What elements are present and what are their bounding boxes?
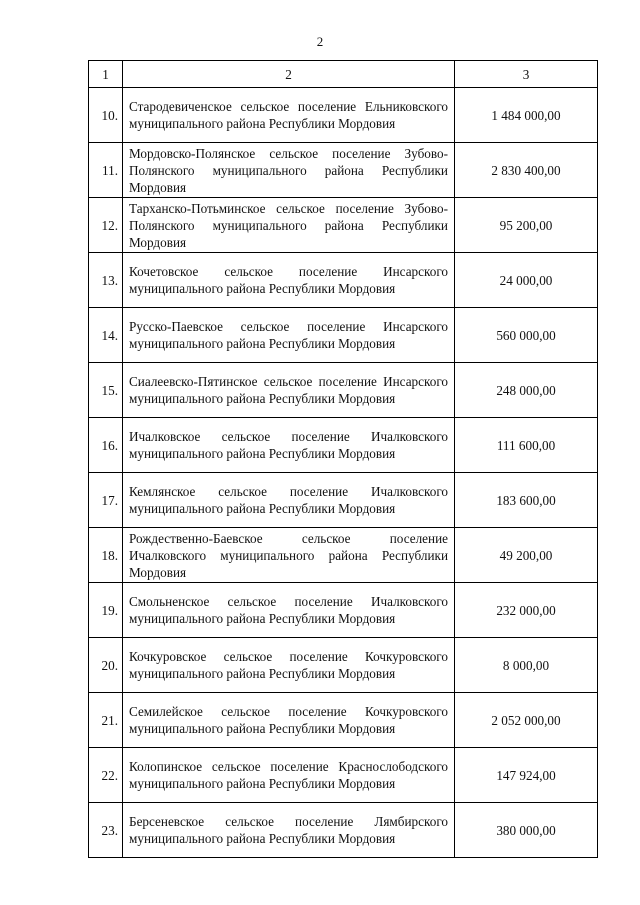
settlement-name: Тарханско-Потьминское сельское поселение Зубово-Полянского муниципального района Республики Мордовия xyxy=(123,198,455,253)
settlement-name: Кемлянское сельское поселение Ичалковского муниципального района Республики Мордовия xyxy=(123,473,455,528)
row-number: 15. xyxy=(89,363,123,418)
table-row xyxy=(89,693,598,748)
settlement-name: Кочетовское сельское поселение Инсарского муниципального района Республики Мордовия xyxy=(123,253,455,308)
table-row xyxy=(89,528,598,583)
table-row xyxy=(89,418,598,473)
amount-value: 380 000,00 xyxy=(455,803,598,858)
row-number: 16. xyxy=(89,418,123,473)
amount-value: 183 600,00 xyxy=(455,473,598,528)
table-row xyxy=(89,88,598,143)
table-row xyxy=(89,473,598,528)
amount-value: 95 200,00 xyxy=(455,198,598,253)
settlement-name: Сиалеевско-Пятинское сельское поселение Инсарского муниципального района Республики Мордовия xyxy=(123,363,455,418)
settlement-name: Смольненское сельское поселение Ичалковского муниципального района Республики Мордовия xyxy=(123,583,455,638)
table-row xyxy=(89,748,598,803)
table-row xyxy=(89,198,598,253)
settlement-name: Колопинское сельское поселение Краснослободского муниципального района Республики Мордовия xyxy=(123,748,455,803)
row-number: 10. xyxy=(89,88,123,143)
amount-value: 248 000,00 xyxy=(455,363,598,418)
settlement-name: Мордовско-Полянское сельское поселение Зубово-Полянского муниципального района Республики Мордовия xyxy=(123,143,455,198)
amount-value: 147 924,00 xyxy=(455,748,598,803)
settlement-name: Ичалковское сельское поселение Ичалковского муниципального района Республики Мордовия xyxy=(123,418,455,473)
amount-value: 232 000,00 xyxy=(455,583,598,638)
row-number: 22. xyxy=(89,748,123,803)
settlement-name: Рождественно-Баевское сельское поселение Ичалковского муниципального района Республики Мордовия xyxy=(123,528,455,583)
amount-value: 111 600,00 xyxy=(455,418,598,473)
table-row xyxy=(89,583,598,638)
row-number: 20. xyxy=(89,638,123,693)
amount-value: 2 830 400,00 xyxy=(455,143,598,198)
amount-value: 8 000,00 xyxy=(455,638,598,693)
row-number: 19. xyxy=(89,583,123,638)
amount-value: 24 000,00 xyxy=(455,253,598,308)
table-row xyxy=(89,143,598,198)
amount-value: 1 484 000,00 xyxy=(455,88,598,143)
row-number: 12. xyxy=(89,198,123,253)
column-header-3: 3 xyxy=(455,61,598,88)
row-number: 18. xyxy=(89,528,123,583)
table-row xyxy=(89,308,598,363)
amount-value: 49 200,00 xyxy=(455,528,598,583)
row-number: 14. xyxy=(89,308,123,363)
column-header-2: 2 xyxy=(123,61,455,88)
row-number: 23. xyxy=(89,803,123,858)
allocation-table xyxy=(88,60,598,858)
table-header-row xyxy=(89,61,598,88)
column-header-1: 1 xyxy=(89,61,123,88)
amount-value: 2 052 000,00 xyxy=(455,693,598,748)
row-number: 21. xyxy=(89,693,123,748)
settlement-name: Русско-Паевское сельское поселение Инсарского муниципального района Республики Мордовия xyxy=(123,308,455,363)
table-row xyxy=(89,363,598,418)
row-number: 11. xyxy=(89,143,123,198)
settlement-name: Стародевиченское сельское поселение Ельниковского муниципального района Республики Мордовия xyxy=(123,88,455,143)
settlement-name: Семилейское сельское поселение Кочкуровского муниципального района Республики Мордовия xyxy=(123,693,455,748)
table-row xyxy=(89,803,598,858)
row-number: 17. xyxy=(89,473,123,528)
amount-value: 560 000,00 xyxy=(455,308,598,363)
page-number: 2 xyxy=(316,34,324,49)
row-number: 13. xyxy=(89,253,123,308)
table-row xyxy=(89,253,598,308)
table-row xyxy=(89,638,598,693)
settlement-name: Кочкуровское сельское поселение Кочкуровского муниципального района Республики Мордовия xyxy=(123,638,455,693)
settlement-name: Берсеневское сельское поселение Лямбирского муниципального района Республики Мордовия xyxy=(123,803,455,858)
